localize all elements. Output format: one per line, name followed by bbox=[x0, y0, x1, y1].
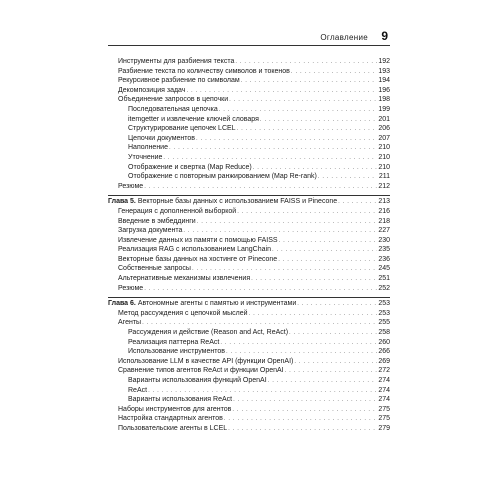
toc-entry-title: Альтернативные механизмы извлечения bbox=[118, 275, 251, 283]
toc-entry-title: Отображение и свертка (Map Reduce) bbox=[128, 163, 252, 171]
toc-entry bbox=[108, 255, 390, 265]
toc-page-number: 252 bbox=[378, 284, 390, 292]
toc-entry-title: Настройка стандартных агентов bbox=[118, 415, 223, 423]
toc-entry bbox=[108, 357, 390, 367]
toc-entry-title: ReAct bbox=[128, 386, 148, 394]
toc-entry bbox=[108, 386, 390, 396]
toc-entry bbox=[108, 95, 390, 105]
toc-page-number: 255 bbox=[378, 319, 390, 327]
chapter-label: Глава 6. bbox=[108, 300, 136, 308]
toc-entry-title: itemgetter и извлечение ключей словаря bbox=[128, 115, 259, 123]
toc-page-number: 253 bbox=[378, 300, 390, 308]
toc-page-number: 251 bbox=[378, 275, 390, 283]
toc-entry bbox=[108, 338, 390, 348]
toc-entry bbox=[108, 67, 390, 77]
toc-entry-title bbox=[108, 299, 297, 309]
toc-page-number: 272 bbox=[378, 367, 390, 375]
toc-entry-title: Цепочки документов bbox=[128, 134, 196, 142]
toc-entry bbox=[108, 284, 390, 294]
toc-entry-title: Рассуждения и действие (Reason and Act, ReAct) bbox=[128, 329, 289, 337]
toc-page-number: 227 bbox=[378, 227, 390, 235]
toc-entry-title: Резюме bbox=[118, 182, 144, 190]
toc-entry-title: Использование инструментов bbox=[128, 348, 225, 356]
toc-entry bbox=[108, 217, 390, 227]
toc-entry-title: Использование LLM в качестве API (функции OpenAI) bbox=[118, 357, 294, 365]
toc-entry-title: Наборы инструментов для агентов bbox=[118, 405, 232, 413]
toc-chapter-entry bbox=[108, 299, 390, 309]
toc-entry bbox=[108, 105, 390, 115]
toc-page-number: 196 bbox=[378, 86, 390, 94]
toc-entry-title: Введение в эмбеддинги bbox=[118, 217, 196, 225]
toc-entry bbox=[108, 172, 390, 182]
toc-entry-title: Реализация RAG с использованием LangChain bbox=[118, 246, 271, 254]
toc-entry bbox=[108, 182, 390, 192]
toc-entry-title: Объединение запросов в цепочки bbox=[118, 96, 229, 104]
toc-page-number: 193 bbox=[378, 67, 390, 75]
toc-entry-title: Векторные базы данных на хостинге от Pinecone bbox=[118, 255, 278, 263]
toc-entry-title: Варианты использования функций OpenAI bbox=[128, 377, 267, 384]
toc-page-number: 198 bbox=[378, 96, 390, 104]
toc-entry bbox=[108, 76, 390, 86]
toc-page-number: 274 bbox=[378, 396, 390, 404]
toc-entry-title: Уточнение bbox=[128, 153, 163, 161]
toc-entry bbox=[108, 226, 390, 236]
toc-page-number: 216 bbox=[378, 207, 390, 215]
toc-entry-title: Загрузка документа bbox=[118, 227, 183, 235]
toc-entry bbox=[108, 207, 390, 217]
toc-entry bbox=[108, 143, 390, 153]
toc-entry-title: Декомпозиция задач bbox=[118, 86, 186, 94]
toc-entry-title: Резюме bbox=[118, 284, 144, 292]
toc-entry-title: Структурирование цепочек LCEL bbox=[128, 125, 236, 133]
toc-page-number: 253 bbox=[378, 309, 390, 317]
toc-page-number: 211 bbox=[378, 173, 390, 181]
toc-entry-title: Наполнение bbox=[128, 144, 168, 152]
dot-leader bbox=[228, 425, 377, 435]
toc-entry bbox=[108, 115, 390, 125]
header-rule bbox=[108, 45, 390, 46]
toc-entry bbox=[108, 376, 390, 386]
toc-page-number: 275 bbox=[378, 415, 390, 423]
toc-page-number: 218 bbox=[378, 217, 390, 225]
toc-page-number: 192 bbox=[378, 58, 390, 65]
toc-entry-title: Отображение с повторным ранжированием (Map Re-rank) bbox=[128, 173, 317, 181]
toc-entry bbox=[108, 124, 390, 134]
toc-page-number: 213 bbox=[378, 198, 390, 206]
toc-page-number: 210 bbox=[378, 153, 390, 161]
chapter-divider bbox=[108, 297, 390, 298]
toc-entry bbox=[108, 328, 390, 338]
toc-entry-title: Собственные запросы bbox=[118, 265, 191, 273]
toc-entry-title: Агенты bbox=[118, 319, 142, 327]
toc-entry-title: Реализация паттерна ReAct bbox=[128, 338, 220, 346]
dot-leader bbox=[144, 183, 377, 193]
toc-chapter-entry bbox=[108, 197, 390, 207]
toc-page-number: 212 bbox=[378, 182, 390, 190]
toc-page-number: 275 bbox=[378, 405, 390, 413]
page-number: 9 bbox=[381, 29, 388, 43]
chapter-title: Векторные базы данных с использованием FAISS и Pinecone bbox=[137, 198, 338, 206]
toc-entry-title: Разбиение текста по количеству символов и токенов bbox=[118, 67, 290, 75]
toc-entry bbox=[108, 134, 390, 144]
toc-entry bbox=[108, 414, 390, 424]
toc-entry bbox=[108, 405, 390, 415]
toc-entry bbox=[108, 86, 390, 96]
toc-entry bbox=[108, 274, 390, 284]
toc-entry-title: Извлечение данных из памяти с помощью FAISS bbox=[118, 236, 278, 244]
chapter-divider bbox=[108, 195, 390, 196]
toc-page-number: 201 bbox=[378, 115, 390, 123]
toc-entry-title: Инструменты для разбиения текста bbox=[118, 58, 235, 65]
toc-page-number: 207 bbox=[378, 134, 390, 142]
toc-entry bbox=[108, 395, 390, 405]
toc-page-number: 206 bbox=[378, 125, 390, 133]
chapter-label: Глава 5. bbox=[108, 198, 136, 206]
toc-entry bbox=[108, 424, 390, 434]
toc-page-number: 199 bbox=[378, 105, 390, 113]
toc-entry bbox=[108, 347, 390, 357]
toc-page-number: 269 bbox=[378, 357, 390, 365]
toc-page-number: 258 bbox=[378, 329, 390, 337]
toc-entry bbox=[108, 318, 390, 328]
toc-page-number: 235 bbox=[378, 246, 390, 254]
toc-page-number: 274 bbox=[378, 377, 390, 384]
toc-entry-title: Рекурсивное разбиение по символам bbox=[118, 77, 240, 85]
toc-page-number: 260 bbox=[378, 338, 390, 346]
dot-leader bbox=[144, 285, 377, 295]
toc-entry bbox=[108, 366, 390, 376]
toc-entry-title: Генерация с дополненной выборкой bbox=[118, 207, 237, 215]
toc-entry bbox=[108, 309, 390, 319]
toc-entry bbox=[108, 57, 390, 67]
toc-page-number: 236 bbox=[378, 255, 390, 263]
toc-entry bbox=[108, 264, 390, 274]
toc-entry bbox=[108, 236, 390, 246]
toc-page-number: 279 bbox=[378, 424, 390, 432]
toc-page-number: 210 bbox=[378, 144, 390, 152]
toc-entry-title: Варианты использования ReAct bbox=[128, 396, 233, 404]
toc-page-number: 194 bbox=[378, 77, 390, 85]
running-header-title: Оглавление bbox=[320, 33, 368, 42]
running-header bbox=[108, 30, 390, 44]
toc-entry bbox=[108, 153, 390, 163]
toc-page-number: 245 bbox=[378, 265, 390, 273]
toc-entry-title: Сравнение типов агентов ReAct и функции OpenAI bbox=[118, 367, 284, 375]
toc-entry-title: Последовательная цепочка bbox=[128, 105, 218, 113]
toc-entry bbox=[108, 163, 390, 173]
toc-page-number: 266 bbox=[378, 348, 390, 356]
toc-entry bbox=[108, 245, 390, 255]
toc-entry-title bbox=[108, 197, 338, 207]
toc-page-number: 210 bbox=[378, 163, 390, 171]
toc-entry-title: Пользовательские агенты в LCEL bbox=[118, 424, 228, 432]
chapter-title: Автономные агенты с памятью и инструментами bbox=[137, 300, 297, 308]
toc-entry-title: Метод рассуждения с цепочкой мыслей bbox=[118, 309, 248, 317]
table-of-contents bbox=[108, 57, 390, 434]
toc-page-number: 274 bbox=[378, 386, 390, 394]
toc-page-number: 230 bbox=[378, 236, 390, 244]
